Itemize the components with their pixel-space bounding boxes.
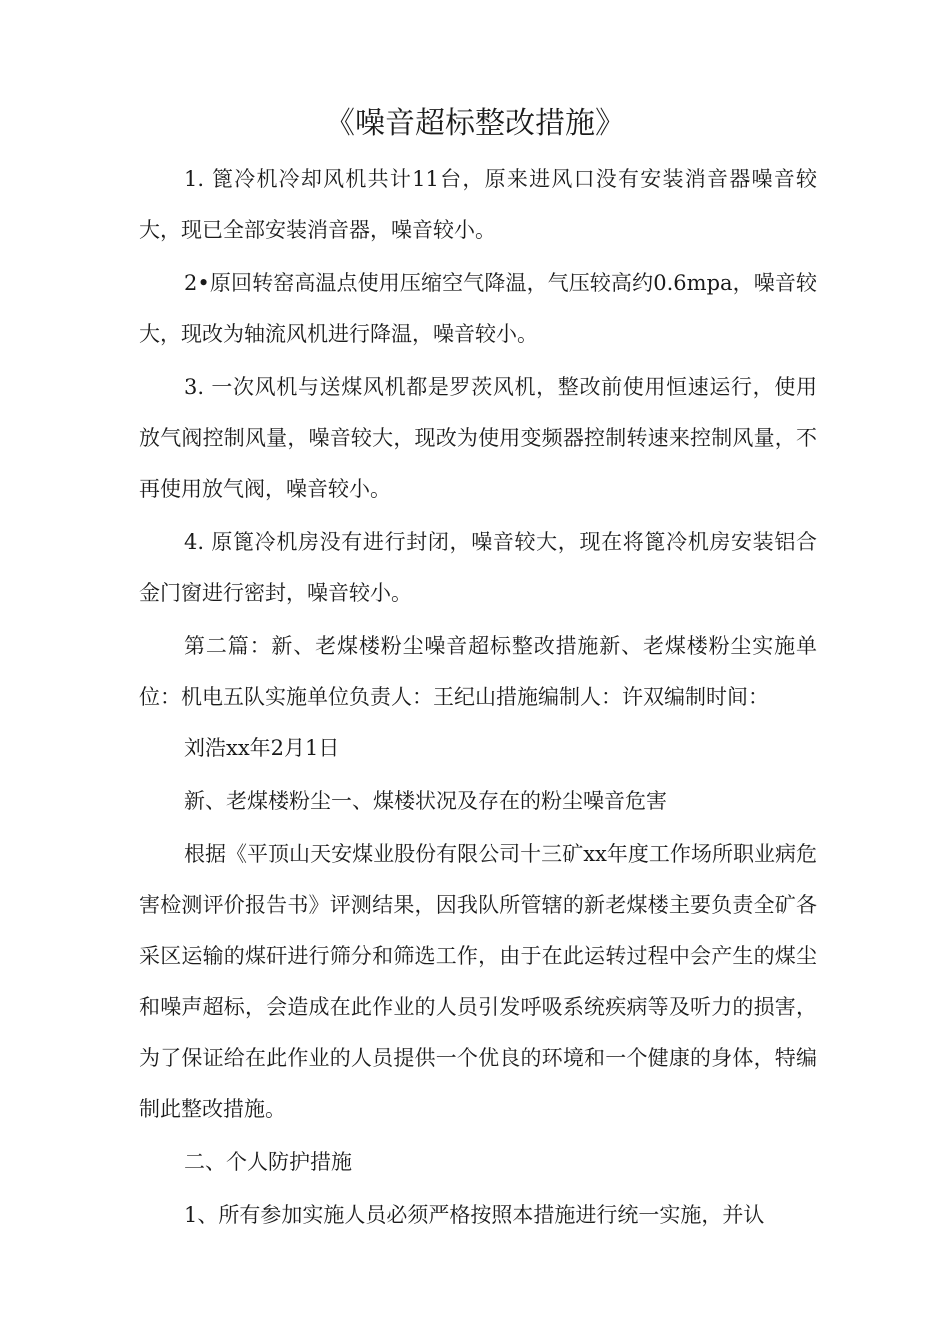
document-title: 《噪音超标整改措施》 — [325, 106, 625, 141]
paragraph-3: 3. 一次风机与送煤风机都是罗茨风机，整改前使用恒速运行，使用放气阀控制风量，噪音较大，现改为使用变频器控制转速来控制风量，不再使用放气阀，噪音较小。 — [139, 375, 817, 501]
document-body — [139, 154, 817, 1243]
paragraph-2: 2•原回转窑高温点使用压缩空气降温，气压较高约0.6mpa，噪音较大，现改为轴流风机进行降温，噪音较小。 — [139, 271, 817, 346]
paragraph-5: 第二篇：新、老煤楼粉尘噪音超标整改措施新、老煤楼粉尘实施单位：机电五队实施单位负责人：王纪山措施编制人：许双编制时间： — [139, 634, 817, 709]
paragraph-7: 新、老煤楼粉尘一、煤楼状况及存在的粉尘噪音危害 — [184, 789, 667, 813]
paragraph-4: 4. 原篦冷机房没有进行封闭，噪音较大，现在将篦冷机房安装铝合金门窗进行密封，噪音较小。 — [139, 530, 817, 605]
paragraph-1: 1. 篦冷机冷却风机共计11台，原来进风口没有安装消音器噪音较大，现已全部安装消音器，噪音较小。 — [139, 167, 817, 242]
paragraph-9: 1、所有参加实施人员必须严格按照本措施进行统一实施，并认 — [184, 1203, 765, 1227]
paragraph-8: 根据《平顶山天安煤业股份有限公司十三矿xx年度工作场所职业病危害检测评价报告书》评测结果，因我队所管辖的新老煤楼主要负责全矿各采区运输的煤矸进行筛分和筛选工作，由于在此运转过程中会产生的煤尘和噪声超标，会造成在此作业的人员引发呼吸系统疾病等及听力的损害，为了保证给在此作业的人员提供一个优良的环境和一个健康的身体，特编制此整改措施。 — [139, 842, 817, 1121]
paragraph-6: 刘浩xx年2月1日 — [184, 736, 340, 760]
section-heading: 二、个人防护措施 — [184, 1150, 352, 1174]
